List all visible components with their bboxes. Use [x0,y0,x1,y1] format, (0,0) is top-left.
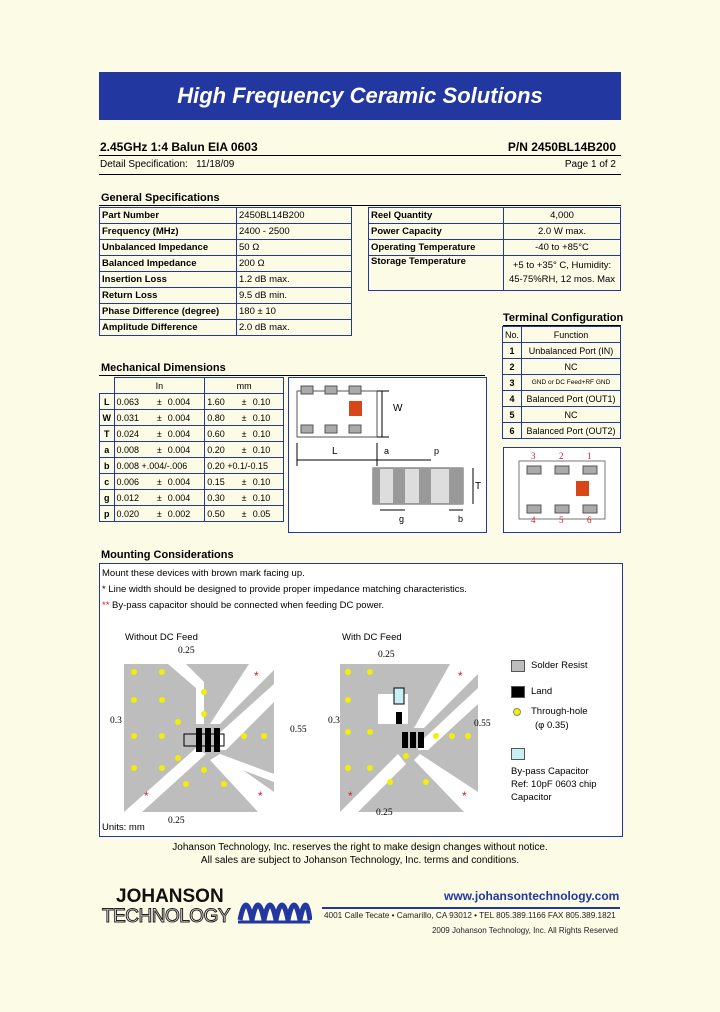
col-header: In [114,378,205,394]
via [367,729,373,735]
table-row [503,375,621,391]
via [131,697,137,703]
legend-bypass-swatch [511,748,525,760]
detail-label: Detail Specification: [100,159,188,170]
pad [349,386,361,394]
via [175,719,181,725]
spec-label: Insertion Loss [100,272,237,288]
general-table-left [99,207,352,336]
bypass-marker: * [348,789,353,803]
via [345,669,351,675]
without-dc-label: Without DC Feed [125,632,198,643]
table-row [100,394,284,410]
units-note: Units: mm [102,822,145,833]
pin-no: 4 [503,391,522,407]
dim-symbol: L [100,394,115,410]
dim-value: 1.60 [205,394,238,410]
table-row [100,474,284,490]
spec-label: Phase Difference (degree) [100,304,237,320]
plus-minus: ± [153,506,166,522]
pin-fn: NC [522,407,621,423]
spec-label: Storage Temperature [369,256,504,291]
terminal-diagram [503,447,621,533]
pin-no: 1 [503,343,522,359]
dim-tol: 0.10 [251,426,284,442]
dim-03-right: 0.3 [328,716,340,726]
plus-minus: ± [237,474,250,490]
via [159,669,165,675]
legend-bypass1: By-pass Capacitor [511,766,589,777]
logo-johanson: JOHANSON [116,886,224,907]
mounting-panel [99,563,623,837]
mechanical-drawing [288,377,487,533]
via [159,765,165,771]
spec-label: Operating Temperature [369,240,504,256]
pin-fn: Balanced Port (OUT1) [522,391,621,407]
pin-label: 6 [587,515,592,525]
dim-value: 0.008 +.004/-.006 [114,458,205,474]
col-header: No. [503,327,522,343]
spec-value: 9.5 dB min. [237,288,352,304]
legend-via-swatch [513,708,521,716]
spec-value: 45-75%RH, 12 mos. Max [508,274,616,285]
bypass-capacitor [394,688,404,704]
dimension-table [99,377,284,522]
via [465,733,471,739]
dim-value: 0.60 [205,426,238,442]
via [449,733,455,739]
pin-fn: GND or DC Feed+RF GND [522,375,621,391]
dim-value: 0.012 [114,490,153,506]
dim-value: 0.006 [114,474,153,490]
bypass-marker: * [144,789,149,803]
via [175,755,181,761]
mounting-title: Mounting Considerations [101,549,234,561]
terminal-title: Terminal Configuration [503,312,624,324]
plus-minus: ± [237,490,250,506]
col-header: Function [522,327,621,343]
via [345,729,351,735]
pin-no: 2 [503,359,522,375]
dim-symbol: b [100,458,115,474]
plus-minus: ± [153,474,166,490]
mounting-note-3: By-pass capacitor should be connected when feeding DC power. [112,600,385,611]
pin-no: 5 [503,407,522,423]
pad [301,386,313,394]
terminal-band [393,468,405,504]
land [410,732,416,748]
footer-rule [322,907,620,909]
legend-bypass3: Capacitor [511,792,552,803]
plus-minus: ± [153,426,166,442]
table-row [100,256,352,272]
legend-solder-swatch [511,660,525,672]
legend-through2: (φ 0.35) [535,720,569,731]
pad [583,466,597,474]
dim-label-a: a [384,446,390,456]
table-row [503,343,621,359]
table-row [503,359,621,375]
table-row [100,304,352,320]
pin-no: 3 [503,375,522,391]
terminal-band [419,468,431,504]
detail-spec [100,159,234,170]
dim-value: 0.30 [205,490,238,506]
table-row [503,423,621,439]
terminal-band [373,468,380,504]
table-row [100,442,284,458]
bypass-marker: * [254,669,259,683]
dim-tol: 0.004 [166,474,205,490]
terminal-band [449,468,463,504]
spec-label: Return Loss [100,288,237,304]
land [205,728,211,752]
logo-coil-icon [236,884,312,930]
pad [349,425,361,433]
dim-025-top-left: 0.25 [178,646,195,656]
dim-value: 0.15 [205,474,238,490]
dim-tol: 0.10 [251,394,284,410]
pad [527,466,541,474]
land [396,712,402,724]
table-row [100,410,284,426]
via [423,779,429,785]
via [201,767,207,773]
plus-minus: ± [237,410,250,426]
dim-055-left: 0.55 [290,725,307,735]
pad [301,425,313,433]
table-row [100,458,284,474]
spec-value: 1.2 dB max. [237,272,352,288]
pad [555,466,569,474]
via [367,669,373,675]
dim-value: 0.020 [114,506,153,522]
via [159,697,165,703]
dim-symbol: T [100,426,115,442]
via [387,779,393,785]
dim-value: 0.024 [114,426,153,442]
dim-value: 0.50 [205,506,238,522]
table-row [100,272,352,288]
mounting-note-2: * Line width should be designed to provide proper impedance matching characteristics. [102,584,467,595]
notice-2: All sales are subject to Johanson Technology, Inc. terms and conditions. [200,855,520,866]
dim-label-b: b [458,514,464,524]
pin-label: 5 [559,515,564,525]
table-row [100,224,352,240]
dim-value: 0.008 [114,442,153,458]
via [345,697,351,703]
dim-label-p: p [434,446,440,456]
logo-technology: TECHNOLOGY [102,906,231,927]
legend-through1: Through-hole [531,706,588,717]
spec-label: Part Number [100,208,237,224]
general-title: General Specifications [101,192,220,204]
pin-no: 6 [503,423,522,439]
dim-tol: 0.004 [166,394,205,410]
pin-label: 3 [531,451,536,461]
col-header: mm [205,378,284,394]
plus-minus: ± [237,426,250,442]
plus-minus: ± [153,490,166,506]
brown-mark [349,401,362,416]
table-row [100,240,352,256]
general-table-right [368,207,621,291]
mechanical-rule [99,375,485,376]
dim-055-right: 0.55 [474,719,491,729]
spec-label: Balanced Impedance [100,256,237,272]
spec-label: Power Capacity [369,224,504,240]
pad [583,505,597,513]
terminal-table [502,326,621,439]
table-row [100,506,284,522]
mechanical-title: Mechanical Dimensions [101,362,226,374]
dim-label-t: T [475,481,482,492]
spec-value: 2400 - 2500 [237,224,352,240]
dim-tol: 0.004 [166,426,205,442]
pad [325,425,337,433]
page-number: Page 1 of 2 [564,159,616,170]
bypass-marker: * [462,789,467,803]
land [418,732,424,748]
plus-minus: ± [237,394,250,410]
spec-value: 4,000 [504,208,621,224]
via [201,711,207,717]
table-row [100,208,352,224]
via [241,733,247,739]
spec-value: 2.0 dB max. [237,320,352,336]
spec-value: 180 ± 10 [237,304,352,320]
land [196,728,202,752]
legend-land-swatch [511,686,525,698]
dim-025-bottom-right: 0.25 [376,808,393,818]
dim-tol: 0.10 [251,474,284,490]
footprint-with-dc [340,664,478,812]
detail-date: 11/18/09 [196,159,235,170]
table-row [369,224,621,240]
spec-label: Unbalanced Impedance [100,240,237,256]
dim-value: 0.20 +0.1/-0.15 [205,458,284,474]
spec-label: Reel Quantity [369,208,504,224]
dim-label-l: L [332,446,338,457]
legend-solder: Solder Resist [531,660,588,671]
pin-label: 4 [531,515,536,525]
dim-tol: 0.004 [166,490,205,506]
land [402,732,408,748]
legend-land: Land [531,686,553,697]
product-title: 2.45GHz 1:4 Balun EIA 0603 [100,140,258,154]
via [131,733,137,739]
pin-label: 2 [559,451,564,461]
notice-1: Johanson Technology, Inc. reserves the right to make design changes without notice. [172,842,548,853]
pin-fn: Balanced Port (OUT2) [522,423,621,439]
dim-symbol: c [100,474,115,490]
spec-value: 2450BL14B200 [237,208,352,224]
part-number-title: P/N 2450BL14B200 [507,140,616,154]
dim-tol: 0.10 [251,490,284,506]
spec-label: Amplitude Difference [100,320,237,336]
dim-value: 0.20 [205,442,238,458]
dim-tol: 0.10 [251,410,284,426]
spec-value: 200 Ω [237,256,352,272]
dim-symbol: p [100,506,115,522]
via [261,733,267,739]
dim-label-g: g [399,514,405,524]
pad [325,386,337,394]
dim-025-top-right: 0.25 [378,650,395,660]
pad [527,505,541,513]
dim-tol: 0.10 [251,442,284,458]
pin-fn: NC [522,359,621,375]
mounting-note-1: Mount these devices with brown mark facing up. [102,568,305,579]
pin-fn: Unbalanced Port (IN) [522,343,621,359]
plus-minus: ± [237,442,250,458]
banner [99,72,621,120]
plus-minus: ± [153,410,166,426]
plus-minus: ± [153,394,166,410]
via [433,733,439,739]
spec-label: Frequency (MHz) [100,224,237,240]
pin-label: 1 [587,451,592,461]
dim-03-left: 0.3 [110,716,122,726]
banner-title: High Frequency Ceramic Solutions [177,83,543,108]
dim-025-bottom-left: 0.25 [168,816,185,826]
dim-tol: 0.05 [251,506,284,522]
via [367,765,373,771]
table-row [503,391,621,407]
with-dc-label: With DC Feed [342,632,402,643]
general-rule [99,205,621,206]
table-row [100,320,352,336]
table-row [100,490,284,506]
dim-tol: 0.004 [166,442,205,458]
copyright: 2009 Johanson Technology, Inc. All Rights Reserved [431,926,618,935]
table-row [369,256,621,291]
via [201,689,207,695]
brown-mark [576,481,589,496]
dim-symbol: W [100,410,115,426]
address: 4001 Calle Tecate • Camarillo, CA 93012 • TEL 805.389.1166 FAX 805.389.1821 [324,911,616,920]
spec-value: 50 Ω [237,240,352,256]
dim-tol: 0.002 [166,506,205,522]
dim-value: 0.063 [114,394,153,410]
dim-symbol: a [100,442,115,458]
via [183,781,189,787]
bypass-marker: * [258,789,263,803]
table-row [503,407,621,423]
dim-tol: 0.004 [166,410,205,426]
spec-value: -40 to +85°C [504,240,621,256]
table-row [100,426,284,442]
via [221,781,227,787]
table-row [100,378,284,394]
plus-minus: ± [237,506,250,522]
table-row [503,327,621,343]
table-row [100,288,352,304]
via [131,765,137,771]
website-link[interactable]: www.johansontechnology.com [444,889,620,903]
header-rule-2 [99,174,621,175]
dim-symbol: g [100,490,115,506]
via [403,753,409,759]
via [159,733,165,739]
dim-value: 0.80 [205,410,238,426]
note-star: ** [102,600,110,611]
table-row [369,240,621,256]
spec-value: +5 to +35° C, Humidity: [512,260,612,271]
bypass-marker: * [458,669,463,683]
legend-bypass2: Ref: 10pF 0603 chip [511,779,597,790]
via [131,669,137,675]
spec-value: 2.0 W max. [504,224,621,240]
via [345,765,351,771]
dim-value: 0.031 [114,410,153,426]
table-row [369,208,621,224]
plus-minus: ± [153,442,166,458]
header-rule [99,155,621,156]
dim-label-w: W [393,403,403,414]
pad [555,505,569,513]
land [214,728,220,752]
